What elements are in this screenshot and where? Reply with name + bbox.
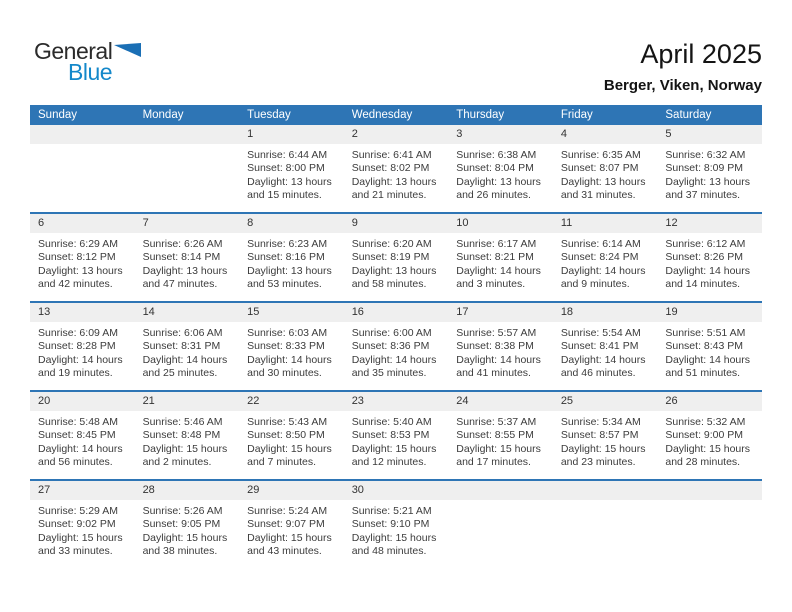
day-details bbox=[135, 411, 240, 470]
day-detail-line: and 33 minutes. bbox=[38, 545, 113, 558]
day-detail-line: and 35 minutes. bbox=[351, 367, 427, 380]
day-detail-line: Daylight: 15 hours bbox=[142, 531, 228, 544]
day-detail-line: Sunset: 8:19 PM bbox=[351, 251, 430, 264]
day-number: 27 bbox=[30, 481, 135, 500]
day-number: 19 bbox=[657, 303, 762, 322]
day-detail-line: Daylight: 13 hours bbox=[456, 175, 541, 188]
day-number: 25 bbox=[553, 392, 658, 411]
day-detail-line: Sunrise: 6:29 AM bbox=[38, 238, 118, 250]
day-detail-line: and 30 minutes. bbox=[247, 367, 322, 380]
day-details bbox=[657, 322, 762, 381]
day-number bbox=[553, 481, 658, 500]
day-cell bbox=[344, 480, 449, 568]
day-details bbox=[448, 500, 553, 505]
day-detail-line: Sunset: 8:14 PM bbox=[142, 251, 221, 264]
day-cell bbox=[553, 302, 658, 391]
day-detail-line: Sunrise: 5:21 AM bbox=[351, 505, 432, 517]
day-detail-line: Daylight: 13 hours bbox=[38, 264, 123, 277]
day-detail-line: and 3 minutes. bbox=[456, 278, 526, 291]
day-detail-line: Daylight: 14 hours bbox=[142, 353, 228, 366]
day-detail-line: and 19 minutes. bbox=[38, 367, 113, 380]
day-detail-line: and 51 minutes. bbox=[665, 367, 741, 380]
day-cell bbox=[30, 391, 135, 480]
day-cell bbox=[448, 302, 553, 391]
day-detail-line: Daylight: 13 hours bbox=[351, 264, 437, 277]
empty-day-cell bbox=[448, 480, 553, 568]
day-detail-line: Sunrise: 5:46 AM bbox=[142, 416, 223, 428]
day-number: 23 bbox=[344, 392, 449, 411]
day-detail-line: and 25 minutes. bbox=[142, 367, 218, 380]
day-number: 22 bbox=[239, 392, 344, 411]
day-detail-line: Sunset: 8:12 PM bbox=[38, 251, 116, 264]
day-details bbox=[344, 144, 449, 203]
day-detail-line: Daylight: 15 hours bbox=[456, 442, 541, 455]
day-details bbox=[448, 233, 553, 292]
day-cell bbox=[657, 302, 762, 391]
day-detail-line: Sunrise: 6:20 AM bbox=[351, 238, 432, 250]
day-cell bbox=[135, 213, 240, 302]
day-cell bbox=[448, 125, 553, 213]
day-detail-line: and 15 minutes. bbox=[247, 189, 322, 202]
day-detail-line: and 31 minutes. bbox=[560, 189, 636, 202]
day-detail-line: Sunset: 8:41 PM bbox=[560, 340, 639, 353]
day-detail-line: and 17 minutes. bbox=[456, 456, 531, 469]
weekday-header-tuesday: Tuesday bbox=[239, 105, 344, 125]
day-detail-line: Daylight: 14 hours bbox=[665, 353, 751, 366]
day-detail-line: Sunset: 8:48 PM bbox=[142, 429, 221, 442]
day-number: 28 bbox=[135, 481, 240, 500]
day-number: 5 bbox=[657, 125, 762, 144]
day-detail-line: Daylight: 15 hours bbox=[665, 442, 751, 455]
empty-day-cell bbox=[30, 125, 135, 213]
day-detail-line: Sunset: 8:04 PM bbox=[456, 162, 534, 175]
day-detail-line: and 41 minutes. bbox=[456, 367, 531, 380]
day-detail-line: and 28 minutes. bbox=[665, 456, 741, 469]
week-row bbox=[30, 480, 762, 568]
day-number: 1 bbox=[239, 125, 344, 144]
day-detail-line: and 53 minutes. bbox=[247, 278, 322, 291]
day-detail-line: Sunset: 8:02 PM bbox=[351, 162, 430, 175]
day-detail-line: Daylight: 14 hours bbox=[38, 442, 123, 455]
day-detail-line: Sunrise: 6:14 AM bbox=[560, 238, 641, 250]
day-number: 15 bbox=[239, 303, 344, 322]
week-row bbox=[30, 125, 762, 213]
day-detail-line: Sunset: 8:50 PM bbox=[247, 429, 325, 442]
day-cell bbox=[344, 125, 449, 213]
day-number: 2 bbox=[344, 125, 449, 144]
day-detail-line: Daylight: 14 hours bbox=[247, 353, 332, 366]
day-number: 11 bbox=[553, 214, 658, 233]
day-detail-line: Daylight: 14 hours bbox=[560, 353, 646, 366]
day-number: 17 bbox=[448, 303, 553, 322]
day-detail-line: Sunrise: 5:51 AM bbox=[665, 327, 746, 339]
day-cell bbox=[657, 213, 762, 302]
logo-triangle-icon bbox=[114, 43, 141, 57]
day-detail-line: and 47 minutes. bbox=[142, 278, 218, 291]
day-details bbox=[553, 233, 658, 292]
day-details bbox=[553, 411, 658, 470]
day-detail-line: Sunset: 8:53 PM bbox=[351, 429, 430, 442]
day-detail-line: and 12 minutes. bbox=[351, 456, 427, 469]
day-detail-line: Sunrise: 6:09 AM bbox=[38, 327, 118, 339]
day-details bbox=[344, 233, 449, 292]
day-detail-line: Sunrise: 6:12 AM bbox=[665, 238, 746, 250]
day-details bbox=[344, 500, 449, 559]
day-details bbox=[553, 144, 658, 203]
weekday-header-wednesday: Wednesday bbox=[344, 105, 449, 125]
weekday-header-sunday: Sunday bbox=[30, 105, 135, 125]
day-details bbox=[239, 500, 344, 559]
day-detail-line: Sunset: 9:10 PM bbox=[351, 518, 430, 531]
day-detail-line: Sunrise: 6:26 AM bbox=[142, 238, 223, 250]
day-detail-line: Sunset: 8:43 PM bbox=[665, 340, 744, 353]
empty-day-cell bbox=[553, 480, 658, 568]
day-detail-line: Daylight: 15 hours bbox=[351, 442, 437, 455]
day-detail-line: Sunrise: 5:29 AM bbox=[38, 505, 118, 517]
day-detail-line: Daylight: 13 hours bbox=[560, 175, 646, 188]
day-detail-line: Sunrise: 5:26 AM bbox=[142, 505, 223, 517]
day-detail-line: Daylight: 13 hours bbox=[351, 175, 437, 188]
day-detail-line: Sunrise: 5:54 AM bbox=[560, 327, 641, 339]
day-detail-line: Sunset: 8:21 PM bbox=[456, 251, 534, 264]
day-cell bbox=[448, 391, 553, 480]
day-number: 21 bbox=[135, 392, 240, 411]
day-detail-line: Sunset: 8:33 PM bbox=[247, 340, 325, 353]
day-details bbox=[344, 322, 449, 381]
day-number: 9 bbox=[344, 214, 449, 233]
day-detail-line: Daylight: 13 hours bbox=[247, 175, 332, 188]
day-detail-line: Daylight: 13 hours bbox=[665, 175, 751, 188]
location-subtitle: Berger, Viken, Norway bbox=[603, 77, 762, 94]
day-detail-line: and 48 minutes. bbox=[351, 545, 427, 558]
week-row bbox=[30, 391, 762, 480]
day-detail-line: Daylight: 14 hours bbox=[456, 264, 541, 277]
day-number: 20 bbox=[30, 392, 135, 411]
day-cell bbox=[239, 391, 344, 480]
day-details bbox=[30, 233, 135, 292]
day-number: 3 bbox=[448, 125, 553, 144]
day-detail-line: Daylight: 14 hours bbox=[665, 264, 751, 277]
day-detail-line: Sunset: 8:09 PM bbox=[665, 162, 744, 175]
day-cell bbox=[553, 125, 658, 213]
day-detail-line: Sunrise: 5:37 AM bbox=[456, 416, 537, 428]
week-row bbox=[30, 302, 762, 391]
day-number: 18 bbox=[553, 303, 658, 322]
day-number: 10 bbox=[448, 214, 553, 233]
day-detail-line: and 23 minutes. bbox=[560, 456, 636, 469]
day-details bbox=[448, 322, 553, 381]
day-detail-line: and 26 minutes. bbox=[456, 189, 531, 202]
day-detail-line: and 42 minutes. bbox=[38, 278, 113, 291]
day-detail-line: Sunset: 8:57 PM bbox=[560, 429, 639, 442]
day-detail-line: Sunset: 8:26 PM bbox=[665, 251, 744, 264]
day-details bbox=[30, 144, 135, 149]
weekday-header-monday: Monday bbox=[135, 105, 240, 125]
day-number: 13 bbox=[30, 303, 135, 322]
day-detail-line: Sunrise: 6:17 AM bbox=[456, 238, 537, 250]
day-detail-line: Daylight: 14 hours bbox=[38, 353, 123, 366]
day-cell bbox=[239, 213, 344, 302]
day-detail-line: Sunrise: 5:34 AM bbox=[560, 416, 641, 428]
day-details bbox=[135, 500, 240, 559]
weekday-header-thursday: Thursday bbox=[448, 105, 553, 125]
day-detail-line: Sunset: 8:45 PM bbox=[38, 429, 116, 442]
day-detail-line: Sunrise: 6:35 AM bbox=[560, 149, 641, 161]
day-detail-line: and 14 minutes. bbox=[665, 278, 741, 291]
day-detail-line: Daylight: 15 hours bbox=[247, 442, 332, 455]
day-number bbox=[448, 481, 553, 500]
day-details bbox=[448, 144, 553, 203]
day-details bbox=[30, 500, 135, 559]
day-number: 24 bbox=[448, 392, 553, 411]
day-detail-line: Sunset: 9:07 PM bbox=[247, 518, 325, 531]
weekday-header-friday: Friday bbox=[553, 105, 658, 125]
day-detail-line: and 7 minutes. bbox=[247, 456, 317, 469]
day-details bbox=[239, 144, 344, 203]
day-number: 16 bbox=[344, 303, 449, 322]
day-cell bbox=[239, 480, 344, 568]
day-detail-line: Sunset: 8:55 PM bbox=[456, 429, 534, 442]
day-cell bbox=[30, 213, 135, 302]
day-number: 12 bbox=[657, 214, 762, 233]
day-details bbox=[135, 144, 240, 149]
day-number bbox=[657, 481, 762, 500]
day-detail-line: and 2 minutes. bbox=[142, 456, 212, 469]
day-detail-line: Sunrise: 6:44 AM bbox=[247, 149, 328, 161]
logo-text-general: General bbox=[34, 38, 113, 64]
day-detail-line: Sunset: 9:02 PM bbox=[38, 518, 116, 531]
day-cell bbox=[657, 391, 762, 480]
empty-day-cell bbox=[135, 125, 240, 213]
day-detail-line: and 21 minutes. bbox=[351, 189, 427, 202]
day-cell bbox=[448, 213, 553, 302]
day-cell bbox=[135, 302, 240, 391]
calendar-body bbox=[30, 125, 762, 568]
day-details bbox=[30, 411, 135, 470]
day-cell bbox=[135, 480, 240, 568]
day-detail-line: Sunset: 8:28 PM bbox=[38, 340, 116, 353]
day-number bbox=[30, 125, 135, 144]
day-detail-line: Daylight: 15 hours bbox=[142, 442, 228, 455]
day-detail-line: Sunrise: 6:06 AM bbox=[142, 327, 223, 339]
day-detail-line: Daylight: 15 hours bbox=[351, 531, 437, 544]
day-details bbox=[344, 411, 449, 470]
day-detail-line: and 37 minutes. bbox=[665, 189, 741, 202]
day-cell bbox=[239, 302, 344, 391]
day-details bbox=[657, 411, 762, 470]
day-detail-line: Sunset: 8:38 PM bbox=[456, 340, 534, 353]
day-detail-line: Sunrise: 5:43 AM bbox=[247, 416, 328, 428]
day-detail-line: and 58 minutes. bbox=[351, 278, 427, 291]
day-number: 30 bbox=[344, 481, 449, 500]
day-detail-line: Daylight: 13 hours bbox=[247, 264, 332, 277]
day-detail-line: and 9 minutes. bbox=[560, 278, 630, 291]
empty-day-cell bbox=[657, 480, 762, 568]
day-cell bbox=[553, 213, 658, 302]
day-number bbox=[135, 125, 240, 144]
week-row bbox=[30, 213, 762, 302]
day-detail-line: Sunrise: 6:41 AM bbox=[351, 149, 432, 161]
day-details bbox=[657, 144, 762, 203]
day-detail-line: Daylight: 14 hours bbox=[560, 264, 646, 277]
day-cell bbox=[239, 125, 344, 213]
day-detail-line: and 43 minutes. bbox=[247, 545, 322, 558]
day-detail-line: Sunrise: 5:40 AM bbox=[351, 416, 432, 428]
day-cell bbox=[344, 302, 449, 391]
day-detail-line: Sunrise: 5:32 AM bbox=[665, 416, 746, 428]
day-cell bbox=[135, 391, 240, 480]
day-detail-line: and 46 minutes. bbox=[560, 367, 636, 380]
day-detail-line: Sunset: 8:07 PM bbox=[560, 162, 639, 175]
weekday-header-saturday: Saturday bbox=[657, 105, 762, 125]
day-number: 8 bbox=[239, 214, 344, 233]
day-details bbox=[239, 233, 344, 292]
day-details bbox=[239, 411, 344, 470]
day-detail-line: Sunset: 9:00 PM bbox=[665, 429, 744, 442]
day-detail-line: Sunrise: 6:00 AM bbox=[351, 327, 432, 339]
day-cell bbox=[30, 480, 135, 568]
day-number: 7 bbox=[135, 214, 240, 233]
day-detail-line: Daylight: 14 hours bbox=[351, 353, 437, 366]
general-blue-logo bbox=[34, 38, 141, 85]
day-detail-line: Sunset: 8:24 PM bbox=[560, 251, 639, 264]
day-number: 26 bbox=[657, 392, 762, 411]
month-title: April 2025 bbox=[640, 39, 762, 69]
day-detail-line: Sunrise: 6:38 AM bbox=[456, 149, 537, 161]
day-detail-line: Sunrise: 5:24 AM bbox=[247, 505, 328, 517]
day-detail-line: Daylight: 13 hours bbox=[142, 264, 228, 277]
day-details bbox=[239, 322, 344, 381]
day-detail-line: Sunset: 8:00 PM bbox=[247, 162, 325, 175]
day-details bbox=[553, 322, 658, 381]
day-cell bbox=[30, 302, 135, 391]
day-detail-line: Sunrise: 5:57 AM bbox=[456, 327, 537, 339]
day-detail-line: Sunrise: 6:23 AM bbox=[247, 238, 328, 250]
day-cell bbox=[657, 125, 762, 213]
day-detail-line: Sunrise: 6:03 AM bbox=[247, 327, 328, 339]
day-details bbox=[135, 322, 240, 381]
day-cell bbox=[344, 391, 449, 480]
day-details bbox=[553, 500, 658, 505]
day-detail-line: Sunset: 8:36 PM bbox=[351, 340, 430, 353]
day-details bbox=[657, 233, 762, 292]
day-details bbox=[657, 500, 762, 505]
day-detail-line: Daylight: 15 hours bbox=[247, 531, 332, 544]
day-number: 6 bbox=[30, 214, 135, 233]
day-number: 29 bbox=[239, 481, 344, 500]
day-detail-line: Daylight: 15 hours bbox=[560, 442, 646, 455]
day-details bbox=[135, 233, 240, 292]
logo-text-blue: Blue bbox=[68, 59, 113, 85]
day-detail-line: Sunset: 8:16 PM bbox=[247, 251, 325, 264]
day-detail-line: and 56 minutes. bbox=[38, 456, 113, 469]
day-details bbox=[30, 322, 135, 381]
day-detail-line: Daylight: 14 hours bbox=[456, 353, 541, 366]
weekday-header-row bbox=[30, 105, 762, 125]
day-detail-line: Daylight: 15 hours bbox=[38, 531, 123, 544]
day-detail-line: and 38 minutes. bbox=[142, 545, 218, 558]
day-detail-line: Sunset: 9:05 PM bbox=[142, 518, 221, 531]
day-detail-line: Sunrise: 6:32 AM bbox=[665, 149, 746, 161]
day-details bbox=[448, 411, 553, 470]
day-cell bbox=[344, 213, 449, 302]
day-number: 14 bbox=[135, 303, 240, 322]
day-number: 4 bbox=[553, 125, 658, 144]
day-detail-line: Sunrise: 5:48 AM bbox=[38, 416, 118, 428]
day-cell bbox=[553, 391, 658, 480]
day-detail-line: Sunset: 8:31 PM bbox=[142, 340, 221, 353]
calendar-table bbox=[30, 105, 762, 568]
